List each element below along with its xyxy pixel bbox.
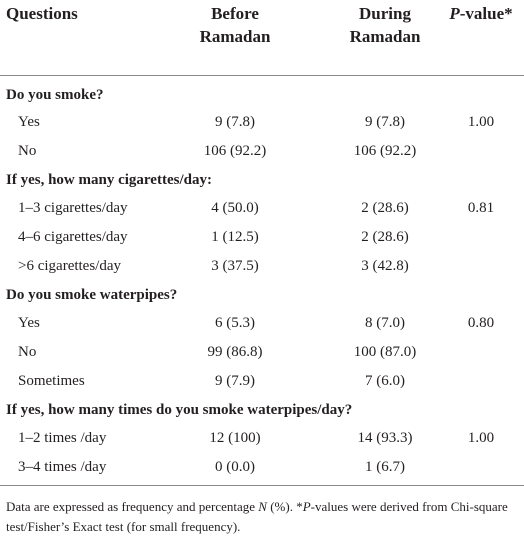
table-row (0, 108, 524, 137)
header-pvalue-p: P (449, 4, 460, 23)
row-during: 2 (28.6) (361, 229, 409, 245)
header-during-line1: During (359, 4, 411, 23)
table-row (0, 338, 524, 367)
row-label: 3–4 times /day (18, 459, 107, 475)
row-before: 3 (37.5) (211, 258, 259, 274)
row-before: 6 (5.3) (215, 315, 255, 331)
header-before-line2: Ramadan (199, 27, 271, 46)
row-during: 1 (6.7) (365, 459, 405, 475)
row-label: Sometimes (18, 373, 85, 389)
row-before: 99 (86.8) (207, 344, 263, 360)
footnote-part2: (%). * (266, 499, 303, 514)
row-during: 8 (7.0) (365, 315, 405, 331)
footnote-n: N (258, 499, 267, 514)
footnote-p: P (302, 499, 311, 514)
table-row (0, 194, 524, 223)
section-title: Do you smoke waterpipes? (6, 287, 178, 303)
footnote-part1: Data are expressed as frequency and percentage (6, 499, 259, 514)
row-before: 1 (12.5) (211, 229, 259, 245)
table-row (0, 424, 524, 453)
row-pvalue: 0.80 (467, 315, 495, 331)
row-before: 106 (92.2) (203, 143, 267, 159)
row-label: 1–3 cigarettes/day (18, 200, 128, 216)
row-label: 1–2 times /day (18, 430, 107, 446)
row-pvalue: 0.81 (467, 200, 495, 216)
table-row (0, 223, 524, 252)
row-before: 9 (7.9) (215, 373, 255, 389)
row-during: 7 (6.0) (365, 373, 405, 389)
table-row (0, 137, 524, 166)
section-title: If yes, how many times do you smoke waterpipes/day? (6, 402, 353, 418)
header-during-line2: Ramadan (349, 27, 421, 46)
section-title: Do you smoke? (6, 87, 104, 103)
header-rule (0, 75, 524, 76)
row-label: Yes (18, 114, 40, 130)
section-title: If yes, how many cigarettes/day: (6, 172, 212, 188)
row-pvalue: 1.00 (467, 114, 495, 130)
row-during: 14 (93.3) (357, 430, 413, 446)
row-before: 0 (0.0) (215, 459, 255, 475)
table-footnote (6, 497, 518, 537)
table-row (0, 309, 524, 338)
header-before-line1: Before (211, 4, 259, 23)
row-during: 3 (42.8) (361, 258, 409, 274)
table-row (0, 367, 524, 396)
header-pvalue-rest: -value* (459, 4, 513, 23)
row-label: No (18, 344, 37, 360)
footnote-part3: -values were derived from Chi-square test/Fisher’s Exact test (for small frequency). (6, 499, 508, 534)
row-label: 4–6 cigarettes/day (18, 229, 128, 245)
row-pvalue: 1.00 (467, 430, 495, 446)
row-before: 4 (50.0) (211, 200, 259, 216)
table-row (0, 252, 524, 281)
header-before-ramadan (170, 2, 300, 48)
header-questions: Questions (6, 4, 78, 23)
row-label: >6 cigarettes/day (18, 258, 122, 274)
row-during: 100 (87.0) (353, 344, 417, 360)
table-row (0, 453, 524, 482)
row-before: 12 (100) (209, 430, 261, 446)
row-before: 9 (7.8) (215, 114, 255, 130)
row-during: 2 (28.6) (361, 200, 409, 216)
row-during: 9 (7.8) (365, 114, 405, 130)
row-label: No (18, 143, 37, 159)
row-during: 106 (92.2) (353, 143, 417, 159)
header-during-ramadan (320, 2, 450, 48)
row-label: Yes (18, 315, 40, 331)
table-bottom-rule (0, 485, 524, 486)
header-pvalue (440, 2, 522, 25)
